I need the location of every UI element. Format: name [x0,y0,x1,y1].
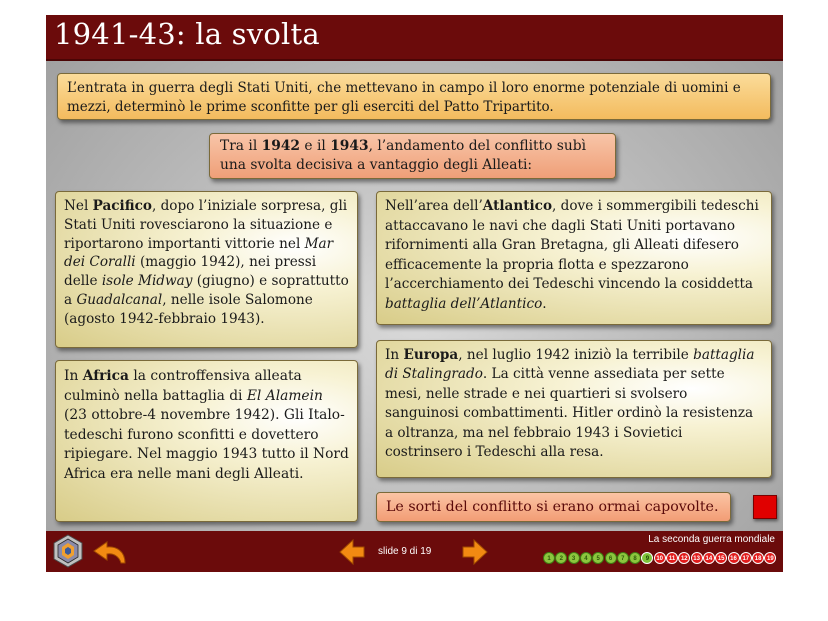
atlantic-heading: Atlantico [482,198,553,214]
slide-dot-18[interactable]: 18 [752,552,764,564]
slide-dot-19[interactable]: 19 [764,552,776,564]
slide-dot-6[interactable]: 6 [605,552,617,564]
pacific-text-5: , nelle isole Salomone (agosto 1942-febbraio 1943). [64,291,313,327]
turn-text-1: Tra il [220,138,262,154]
intro-box: L’entrata in guerra degli Stati Uniti, che mettevano in campo il loro enorme potenziale di uomini e mezzi, determinò le prime sconfitte per gli eserciti del Patto Tripartito. [57,73,771,120]
footer-bar [46,531,783,572]
atlantic-text-3: . [542,295,547,312]
pacific-text-4: (giugno) e soprattutto a [64,273,349,308]
africa-text-1: In [64,368,83,384]
africa-text-2: la controffensiva alleata culminò nella battaglia di [64,368,302,404]
slide-dot-14[interactable]: 14 [703,552,715,564]
slide-title: 1941-43: la svolta [54,17,320,51]
europe-text-2: , nel luglio 1942 iniziò la terribile [458,347,694,363]
hexagon-logo-icon[interactable] [51,534,85,568]
slide-dots [543,552,778,565]
atlantic-text-1: Nell’area dell’ [385,198,483,214]
africa-heading: Africa [82,368,129,384]
slide-dot-16[interactable]: 16 [728,552,740,564]
slide-dot-1[interactable]: 1 [543,552,555,564]
turn-year-1942: 1942 [261,138,301,154]
europe-text-3: . La città venne assediata per sette mesi, nelle strade e nei quartieri si svolsero sanguinosi combattimenti. Hitler ordinò la resistenza a oltranza, ma nel febbraio 1943 i Sovietici costrinsero i Tedeschi alla resa. [385,366,754,461]
slide-dot-17[interactable]: 17 [740,552,752,564]
slide-dot-10[interactable]: 10 [654,552,666,564]
slide-dot-13[interactable]: 13 [691,552,703,564]
turn-text-2: e il [300,138,331,154]
pacific-midway: isole Midway [101,273,193,290]
slide-dot-2[interactable]: 2 [555,552,567,564]
pacific-heading: Pacifico [92,198,152,214]
pacific-guadalcanal: Guadalcanal [76,291,163,308]
africa-text-3: (23 ottobre-4 novembre 1942). Gli Italo-tedeschi furono sconfitti e dovettero ripiegare. Nel maggio 1943 tutto il Nord Africa era nelle mani degli Alleati. [64,407,349,482]
atlantic-battle: battaglia dell’Atlantico [385,295,543,312]
slide [46,15,783,572]
slide-dot-5[interactable]: 5 [592,552,604,564]
slide-indicator: slide 9 di 19 [378,546,432,557]
pacific-text-1: Nel [64,198,93,214]
series-title: La seconda guerra mondiale [648,534,775,545]
turn-year-1943: 1943 [330,138,369,154]
pacific-box [55,191,358,348]
slide-dot-15[interactable]: 15 [715,552,727,564]
slide-dot-12[interactable]: 12 [678,552,690,564]
slide-dot-7[interactable]: 7 [617,552,629,564]
pacific-text-3: (maggio 1942), nei pressi delle [64,254,317,290]
europe-text-1: In [385,347,404,363]
africa-box [55,360,358,522]
atlantic-text-2: , dove i sommergibili tedeschi attaccavano le navi che dagli Stati Uniti portavano rifornimenti alla Gran Bretagna, gli Alleati difesero efficacemente la propria flotta e spezzarono l’accerchiamento dei Tedeschi vincendo la cosiddetta [385,198,759,293]
arrow-left-icon[interactable] [338,538,366,566]
title-bar [46,15,783,61]
europe-stalingrad: battaglia di Stalingrado [385,347,755,383]
slide-dot-3[interactable]: 3 [568,552,580,564]
turn-text-3: , l’andamento del conflitto subì una svolta decisiva a vantaggio degli Alleati: [220,138,587,173]
europe-heading: Europa [403,347,459,363]
atlantic-box [376,191,772,325]
slide-dot-4[interactable]: 4 [580,552,592,564]
slide-dot-9[interactable]: 9 [641,552,653,564]
slide-dot-11[interactable]: 11 [666,552,678,564]
conclusion-box: Le sorti del conflitto si erano ormai capovolte. [376,492,731,522]
curved-back-arrow-icon[interactable] [92,541,128,565]
red-square-icon[interactable] [753,495,777,519]
europe-box [376,340,772,478]
turning-point-box [209,133,616,179]
pacific-text-2: , dopo l’iniziale sorpresa, gli Stati Uniti rovesciarono la situazione e riportarono importanti vittorie nel [64,198,348,252]
pacific-coral-sea: Mar dei Coralli [64,235,334,271]
africa-el-alamein: El Alamein [246,387,323,404]
slide-dot-8[interactable]: 8 [629,552,641,564]
arrow-right-icon[interactable] [461,538,489,566]
